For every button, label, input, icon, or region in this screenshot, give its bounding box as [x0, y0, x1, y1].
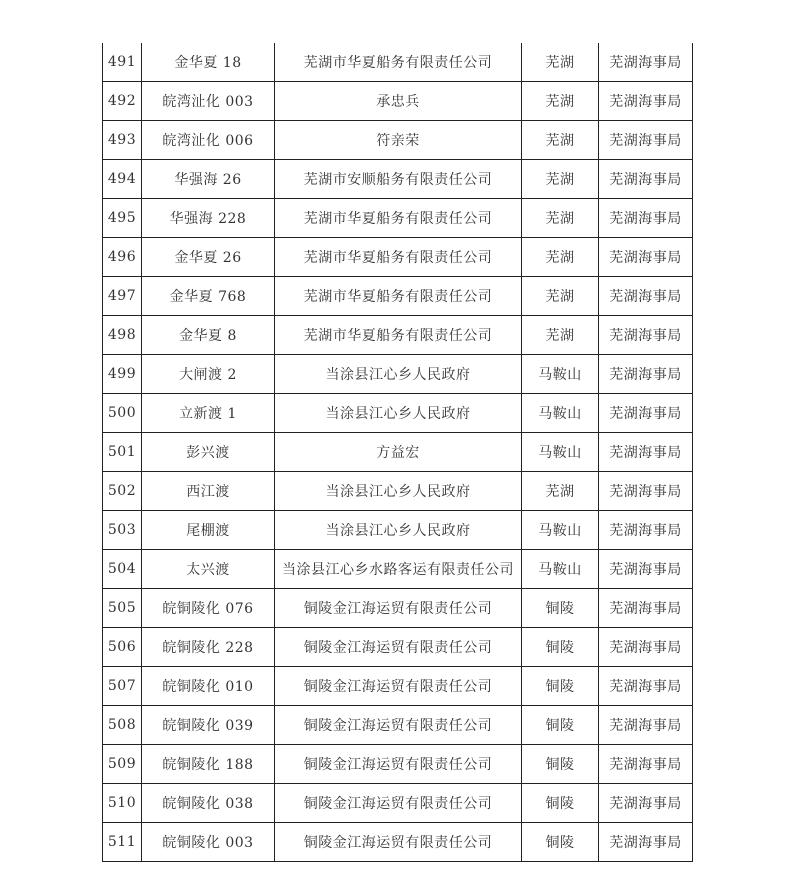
- ship-name-cell: 皖铜陵化 010: [142, 667, 275, 706]
- ship-name-cell: 西江渡: [142, 472, 275, 511]
- row-number-cell: 503: [103, 511, 142, 550]
- row-number-cell: 499: [103, 355, 142, 394]
- table-row: [103, 589, 693, 628]
- port-cell: 铜陵: [522, 745, 599, 784]
- row-number-cell: 491: [103, 43, 142, 82]
- owner-cell: 当涂县江心乡人民政府: [275, 472, 522, 511]
- port-cell: 马鞍山: [522, 511, 599, 550]
- ship-name-cell: 大闸渡 2: [142, 355, 275, 394]
- port-cell: 芜湖: [522, 121, 599, 160]
- table-row: [103, 394, 693, 433]
- port-cell: 芜湖: [522, 277, 599, 316]
- port-cell: 铜陵: [522, 628, 599, 667]
- port-cell: 马鞍山: [522, 550, 599, 589]
- table-row: [103, 823, 693, 862]
- authority-cell: 芜湖海事局: [599, 121, 693, 160]
- ship-name-cell: 金华夏 26: [142, 238, 275, 277]
- row-number-cell: 504: [103, 550, 142, 589]
- authority-cell: 芜湖海事局: [599, 784, 693, 823]
- table-row: [103, 745, 693, 784]
- ship-name-cell: 华强海 26: [142, 160, 275, 199]
- owner-cell: 芜湖市华夏船务有限责任公司: [275, 316, 522, 355]
- row-number-cell: 494: [103, 160, 142, 199]
- row-number-cell: 508: [103, 706, 142, 745]
- port-cell: 芜湖: [522, 199, 599, 238]
- vessel-registry-table: [102, 43, 693, 862]
- row-number-cell: 511: [103, 823, 142, 862]
- port-cell: 芜湖: [522, 316, 599, 355]
- authority-cell: 芜湖海事局: [599, 199, 693, 238]
- port-cell: 芜湖: [522, 82, 599, 121]
- owner-cell: 铜陵金江海运贸有限责任公司: [275, 706, 522, 745]
- authority-cell: 芜湖海事局: [599, 160, 693, 199]
- row-number-cell: 505: [103, 589, 142, 628]
- ship-name-cell: 皖湾沚化 003: [142, 82, 275, 121]
- row-number-cell: 500: [103, 394, 142, 433]
- authority-cell: 芜湖海事局: [599, 43, 693, 82]
- table-row: [103, 550, 693, 589]
- owner-cell: 当涂县江心乡人民政府: [275, 355, 522, 394]
- authority-cell: 芜湖海事局: [599, 82, 693, 121]
- port-cell: 铜陵: [522, 667, 599, 706]
- ship-name-cell: 皖铜陵化 188: [142, 745, 275, 784]
- ship-name-cell: 立新渡 1: [142, 394, 275, 433]
- authority-cell: 芜湖海事局: [599, 706, 693, 745]
- port-cell: 马鞍山: [522, 355, 599, 394]
- owner-cell: 芜湖市安顺船务有限责任公司: [275, 160, 522, 199]
- port-cell: 芜湖: [522, 160, 599, 199]
- row-number-cell: 496: [103, 238, 142, 277]
- table-row: [103, 433, 693, 472]
- port-cell: 铜陵: [522, 706, 599, 745]
- table-row: [103, 511, 693, 550]
- port-cell: 芜湖: [522, 43, 599, 82]
- authority-cell: 芜湖海事局: [599, 355, 693, 394]
- ship-name-cell: 太兴渡: [142, 550, 275, 589]
- ship-name-cell: 金华夏 8: [142, 316, 275, 355]
- row-number-cell: 498: [103, 316, 142, 355]
- authority-cell: 芜湖海事局: [599, 394, 693, 433]
- row-number-cell: 493: [103, 121, 142, 160]
- authority-cell: 芜湖海事局: [599, 823, 693, 862]
- ship-name-cell: 尾棚渡: [142, 511, 275, 550]
- table-row: [103, 316, 693, 355]
- authority-cell: 芜湖海事局: [599, 667, 693, 706]
- owner-cell: 铜陵金江海运贸有限责任公司: [275, 667, 522, 706]
- row-number-cell: 497: [103, 277, 142, 316]
- table-row: [103, 121, 693, 160]
- row-number-cell: 502: [103, 472, 142, 511]
- owner-cell: 方益宏: [275, 433, 522, 472]
- authority-cell: 芜湖海事局: [599, 472, 693, 511]
- owner-cell: 铜陵金江海运贸有限责任公司: [275, 784, 522, 823]
- table-row: [103, 355, 693, 394]
- authority-cell: 芜湖海事局: [599, 511, 693, 550]
- authority-cell: 芜湖海事局: [599, 589, 693, 628]
- port-cell: 铜陵: [522, 823, 599, 862]
- row-number-cell: 506: [103, 628, 142, 667]
- table-row: [103, 784, 693, 823]
- authority-cell: 芜湖海事局: [599, 277, 693, 316]
- row-number-cell: 495: [103, 199, 142, 238]
- ship-name-cell: 皖湾沚化 006: [142, 121, 275, 160]
- owner-cell: 铜陵金江海运贸有限责任公司: [275, 823, 522, 862]
- owner-cell: 符亲荣: [275, 121, 522, 160]
- table-row: [103, 277, 693, 316]
- authority-cell: 芜湖海事局: [599, 628, 693, 667]
- owner-cell: 铜陵金江海运贸有限责任公司: [275, 589, 522, 628]
- vessel-table-body: [103, 43, 693, 862]
- owner-cell: 芜湖市华夏船务有限责任公司: [275, 277, 522, 316]
- table-row: [103, 43, 693, 82]
- port-cell: 芜湖: [522, 472, 599, 511]
- port-cell: 马鞍山: [522, 394, 599, 433]
- owner-cell: 当涂县江心乡人民政府: [275, 394, 522, 433]
- port-cell: 芜湖: [522, 238, 599, 277]
- table-row: [103, 628, 693, 667]
- ship-name-cell: 皖铜陵化 076: [142, 589, 275, 628]
- owner-cell: 铜陵金江海运贸有限责任公司: [275, 628, 522, 667]
- ship-name-cell: 彭兴渡: [142, 433, 275, 472]
- owner-cell: 芜湖市华夏船务有限责任公司: [275, 199, 522, 238]
- table-row: [103, 706, 693, 745]
- authority-cell: 芜湖海事局: [599, 238, 693, 277]
- ship-name-cell: 皖铜陵化 038: [142, 784, 275, 823]
- ship-name-cell: 皖铜陵化 039: [142, 706, 275, 745]
- owner-cell: 当涂县江心乡水路客运有限责任公司: [275, 550, 522, 589]
- owner-cell: 当涂县江心乡人民政府: [275, 511, 522, 550]
- row-number-cell: 509: [103, 745, 142, 784]
- authority-cell: 芜湖海事局: [599, 316, 693, 355]
- port-cell: 马鞍山: [522, 433, 599, 472]
- authority-cell: 芜湖海事局: [599, 550, 693, 589]
- ship-name-cell: 皖铜陵化 003: [142, 823, 275, 862]
- owner-cell: 芜湖市华夏船务有限责任公司: [275, 238, 522, 277]
- table-row: [103, 238, 693, 277]
- row-number-cell: 492: [103, 82, 142, 121]
- table-row: [103, 667, 693, 706]
- row-number-cell: 507: [103, 667, 142, 706]
- port-cell: 铜陵: [522, 784, 599, 823]
- ship-name-cell: 金华夏 18: [142, 43, 275, 82]
- authority-cell: 芜湖海事局: [599, 433, 693, 472]
- table-row: [103, 82, 693, 121]
- owner-cell: 承忠兵: [275, 82, 522, 121]
- ship-name-cell: 皖铜陵化 228: [142, 628, 275, 667]
- authority-cell: 芜湖海事局: [599, 745, 693, 784]
- owner-cell: 芜湖市华夏船务有限责任公司: [275, 43, 522, 82]
- ship-name-cell: 华强海 228: [142, 199, 275, 238]
- owner-cell: 铜陵金江海运贸有限责任公司: [275, 745, 522, 784]
- table-row: [103, 472, 693, 511]
- table-row: [103, 160, 693, 199]
- port-cell: 铜陵: [522, 589, 599, 628]
- row-number-cell: 501: [103, 433, 142, 472]
- table-row: [103, 199, 693, 238]
- row-number-cell: 510: [103, 784, 142, 823]
- ship-name-cell: 金华夏 768: [142, 277, 275, 316]
